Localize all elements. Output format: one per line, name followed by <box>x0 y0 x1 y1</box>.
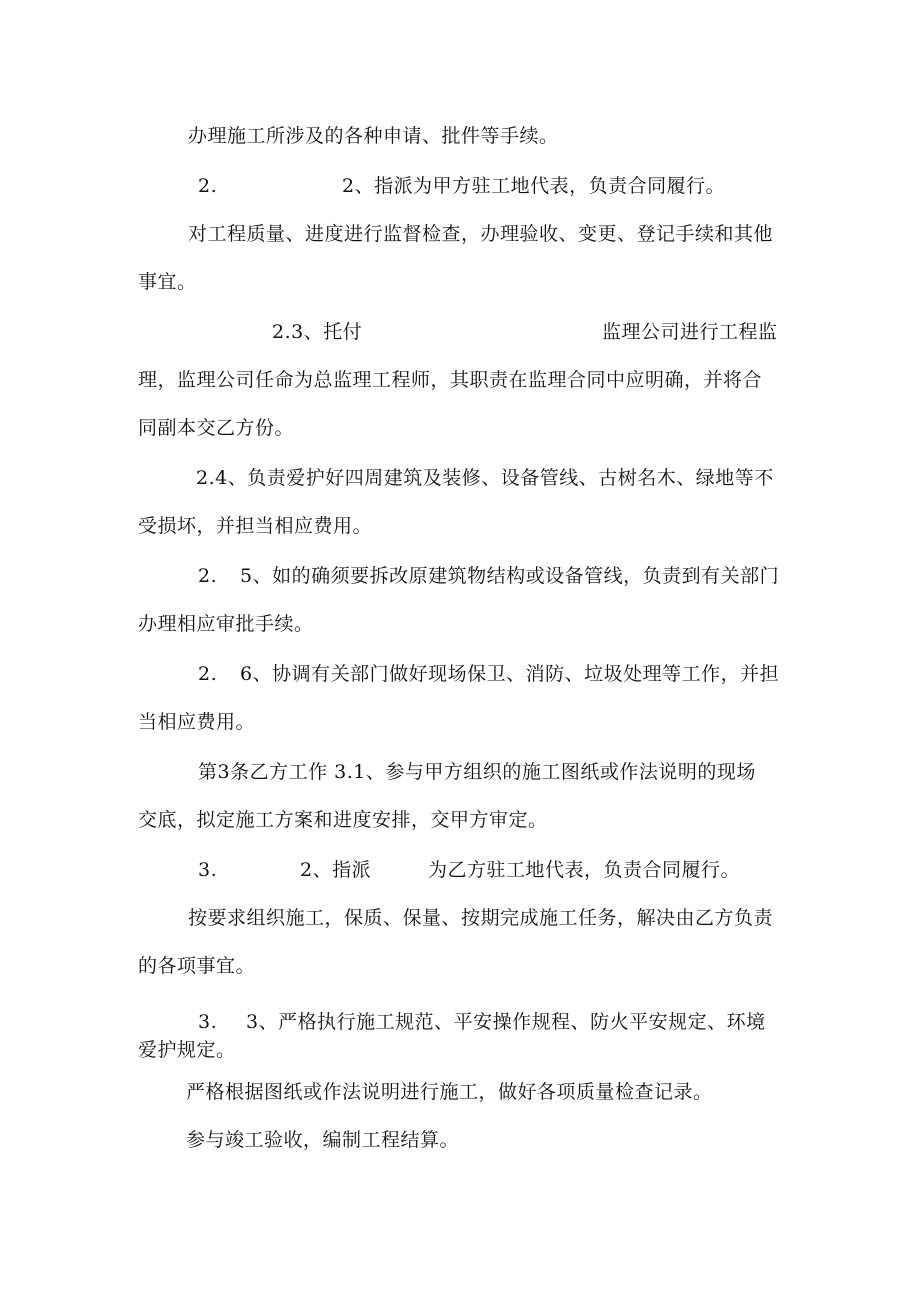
text-line: 当相应费用。 <box>138 711 256 733</box>
item-number: 3. <box>198 1011 218 1033</box>
text-line: 2、指派 <box>300 859 372 881</box>
text-line: 爱护规定。 <box>138 1039 236 1061</box>
text-line: 2.4、负责爱护好四周建筑及装修、设备管线、古树名木、绿地等不 <box>196 467 774 489</box>
text-line: 的各项事宜。 <box>138 955 256 977</box>
text-line: 理，监理公司任命为总监理工程师，其职责在监理合同中应明确，并将合 <box>138 369 763 391</box>
text-line: 受损坏，并担当相应费用。 <box>138 515 373 537</box>
text-line: 2.3、托付 <box>272 321 363 343</box>
text-line: 按要求组织施工，保质、保量、按期完成施工任务，解决由乙方负责 <box>188 907 774 929</box>
text-line: 办理相应审批手续。 <box>138 613 314 635</box>
text-line: 第3条乙方工作 3.1、参与甲方组织的施工图纸或作法说明的现场 <box>198 761 756 783</box>
text-line: 事宜。 <box>138 271 197 293</box>
text-line: 监理公司进行工程监 <box>602 321 778 343</box>
text-line: 同副本交乙方份。 <box>138 417 295 439</box>
item-number: 2. <box>198 565 218 587</box>
text-line: 为乙方驻工地代表，负责合同履行。 <box>428 859 741 881</box>
text-line: 6、协调有关部门做好现场保卫、消防、垃圾处理等工作，并担 <box>240 663 780 685</box>
text-line: 对工程质量、进度进行监督检查，办理验收、变更、登记手续和其他 <box>188 223 774 245</box>
item-number: 2. <box>198 175 218 197</box>
text-line: 交底，拟定施工方案和进度安排，交甲方审定。 <box>138 809 548 831</box>
item-number: 3. <box>198 859 218 881</box>
text-line: 5、如的确须要拆改原建筑物结构或设备管线，负责到有关部门 <box>240 565 780 587</box>
text-line: 严格根据图纸或作法说明进行施工，做好各项质量检查记录。 <box>186 1081 713 1103</box>
text-line: 3、严格执行施工规范、平安操作规程、防火平安规定、环境 <box>246 1011 766 1033</box>
text-line: 参与竣工验收，编制工程结算。 <box>186 1129 460 1151</box>
item-number: 2. <box>198 663 218 685</box>
text-line: 办理施工所涉及的各种申请、批件等手续。 <box>188 125 559 147</box>
text-line: 2、指派为甲方驻工地代表，负责合同履行。 <box>342 175 726 197</box>
